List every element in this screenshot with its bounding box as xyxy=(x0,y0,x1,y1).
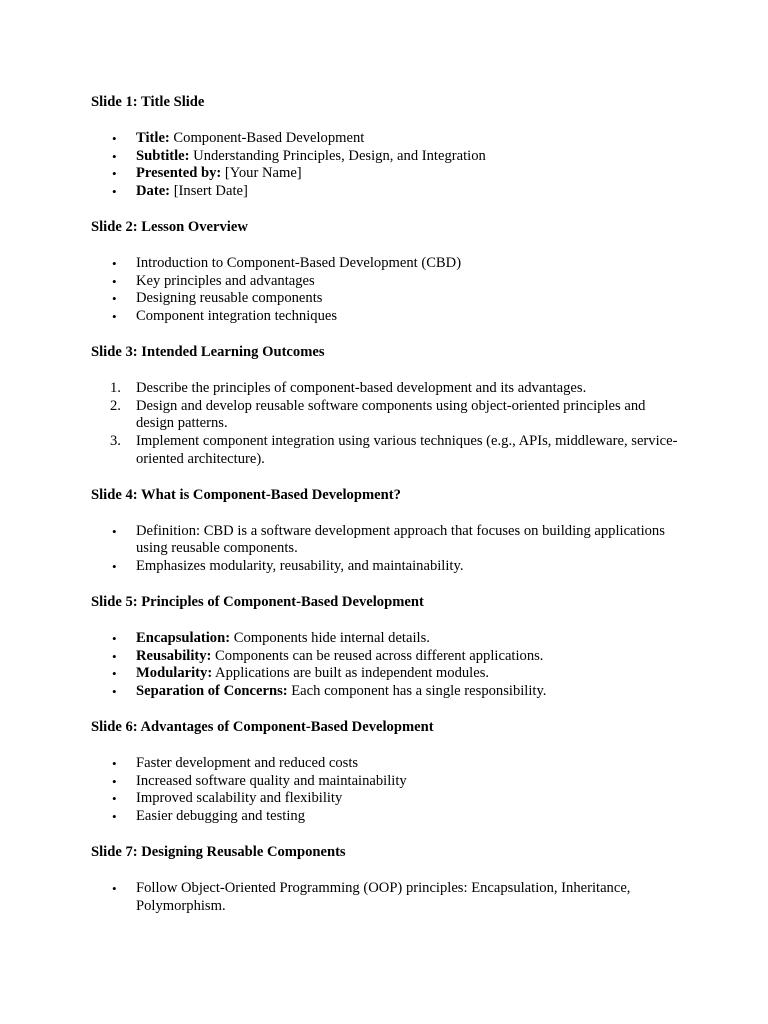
bullet-icon: • xyxy=(112,684,117,700)
bullet-list xyxy=(91,130,681,201)
bullet-list xyxy=(91,880,681,916)
bullet-icon: • xyxy=(112,291,117,307)
list-item xyxy=(91,380,681,398)
list-item xyxy=(91,773,681,791)
slide-section xyxy=(91,219,681,326)
item-text: Each component has a single responsibility. xyxy=(287,683,547,700)
list-item xyxy=(91,273,681,291)
item-text: Describe the principles of component-based development and its advantages. xyxy=(136,379,587,396)
item-text: [Your Name] xyxy=(221,165,302,182)
list-item xyxy=(91,255,681,273)
slide-section xyxy=(91,94,681,201)
list-item xyxy=(91,880,681,916)
slide-heading: Slide 2: Lesson Overview xyxy=(91,218,248,235)
slide-heading: Slide 3: Intended Learning Outcomes xyxy=(91,343,325,360)
list-item xyxy=(91,755,681,773)
item-text: Understanding Principles, Design, and Integration xyxy=(189,147,486,164)
slide-section xyxy=(91,594,681,701)
bullet-icon: • xyxy=(112,880,117,896)
list-item xyxy=(91,790,681,808)
item-text: Improved scalability and flexibility xyxy=(136,790,343,807)
list-item xyxy=(91,290,681,308)
item-text: Emphasizes modularity, reusability, and maintainability. xyxy=(136,558,464,575)
list-item xyxy=(91,398,681,434)
slide-heading: Slide 5: Principles of Component-Based Development xyxy=(91,593,424,610)
item-text: Implement component integration using various techniques (e.g., APIs, middleware, service-oriented architecture). xyxy=(136,433,678,467)
list-item xyxy=(91,183,681,201)
item-text: [Insert Date] xyxy=(170,183,248,200)
slide-heading: Slide 6: Advantages of Component-Based Development xyxy=(91,718,434,735)
list-item xyxy=(91,630,681,648)
bullet-icon: • xyxy=(112,773,117,789)
slide-section xyxy=(91,719,681,826)
list-item xyxy=(91,308,681,326)
item-text: Introduction to Component-Based Development (CBD) xyxy=(136,254,462,271)
bullet-icon: • xyxy=(112,666,117,682)
item-label: Reusability: xyxy=(136,647,212,664)
item-text: Designing reusable components xyxy=(136,290,323,307)
document-body xyxy=(91,94,681,933)
list-item xyxy=(91,665,681,683)
bullet-icon: • xyxy=(112,273,117,289)
list-item xyxy=(91,523,681,559)
list-item xyxy=(91,130,681,148)
item-label: Presented by: xyxy=(136,165,222,182)
list-item xyxy=(91,648,681,666)
list-number: 3. xyxy=(110,433,121,450)
list-item xyxy=(91,433,681,469)
list-item xyxy=(91,683,681,701)
slide-section xyxy=(91,344,681,469)
item-label: Modularity: xyxy=(136,665,213,682)
bullet-icon: • xyxy=(112,184,117,200)
list-number: 2. xyxy=(110,397,121,414)
slide-section xyxy=(91,487,681,576)
item-text: Component-Based Development xyxy=(169,129,365,146)
item-text: Design and develop reusable software components using object-oriented principles and design patterns. xyxy=(136,397,646,432)
item-text: Faster development and reduced costs xyxy=(136,754,359,771)
list-item xyxy=(91,148,681,166)
item-text: Components can be reused across different applications. xyxy=(211,647,544,664)
bullet-icon: • xyxy=(112,309,117,325)
item-label: Subtitle: xyxy=(136,147,190,164)
bullet-icon: • xyxy=(112,130,117,146)
bullet-list xyxy=(91,523,681,576)
bullet-icon: • xyxy=(112,630,117,646)
item-text: Component integration techniques xyxy=(136,308,338,325)
bullet-list xyxy=(91,630,681,701)
list-item xyxy=(91,558,681,576)
item-label: Separation of Concerns: xyxy=(136,683,288,700)
bullet-icon: • xyxy=(112,255,117,271)
item-text: Applications are built as independent modules. xyxy=(212,665,490,682)
bullet-icon: • xyxy=(112,166,117,182)
bullet-icon: • xyxy=(112,648,117,664)
bullet-icon: • xyxy=(112,523,117,539)
list-number: 1. xyxy=(110,379,121,396)
bullet-icon: • xyxy=(112,559,117,575)
slide-heading: Slide 1: Title Slide xyxy=(91,94,205,110)
bullet-icon: • xyxy=(112,148,117,164)
bullet-icon: • xyxy=(112,791,117,807)
slide-heading: Slide 7: Designing Reusable Components xyxy=(91,843,346,860)
item-text: Definition: CBD is a software development approach that focuses on building applications using reusable components. xyxy=(136,522,665,557)
slide-heading: Slide 4: What is Component-Based Development? xyxy=(91,486,401,503)
item-text: Components hide internal details. xyxy=(230,629,430,646)
item-label: Date: xyxy=(136,183,171,200)
bullet-list xyxy=(91,755,681,826)
bullet-icon: • xyxy=(112,809,117,825)
item-text: Increased software quality and maintainability xyxy=(136,772,407,789)
list-item xyxy=(91,808,681,826)
slide-section xyxy=(91,844,681,915)
item-label: Title: xyxy=(136,129,170,146)
bullet-list xyxy=(91,255,681,326)
numbered-list xyxy=(91,380,681,469)
item-text: Easier debugging and testing xyxy=(136,808,306,825)
item-text: Key principles and advantages xyxy=(136,272,315,289)
bullet-icon: • xyxy=(112,755,117,771)
item-text: Follow Object-Oriented Programming (OOP) principles: Encapsulation, Inheritance, Polymorphism. xyxy=(136,879,631,914)
item-label: Encapsulation: xyxy=(136,629,231,646)
list-item xyxy=(91,165,681,183)
